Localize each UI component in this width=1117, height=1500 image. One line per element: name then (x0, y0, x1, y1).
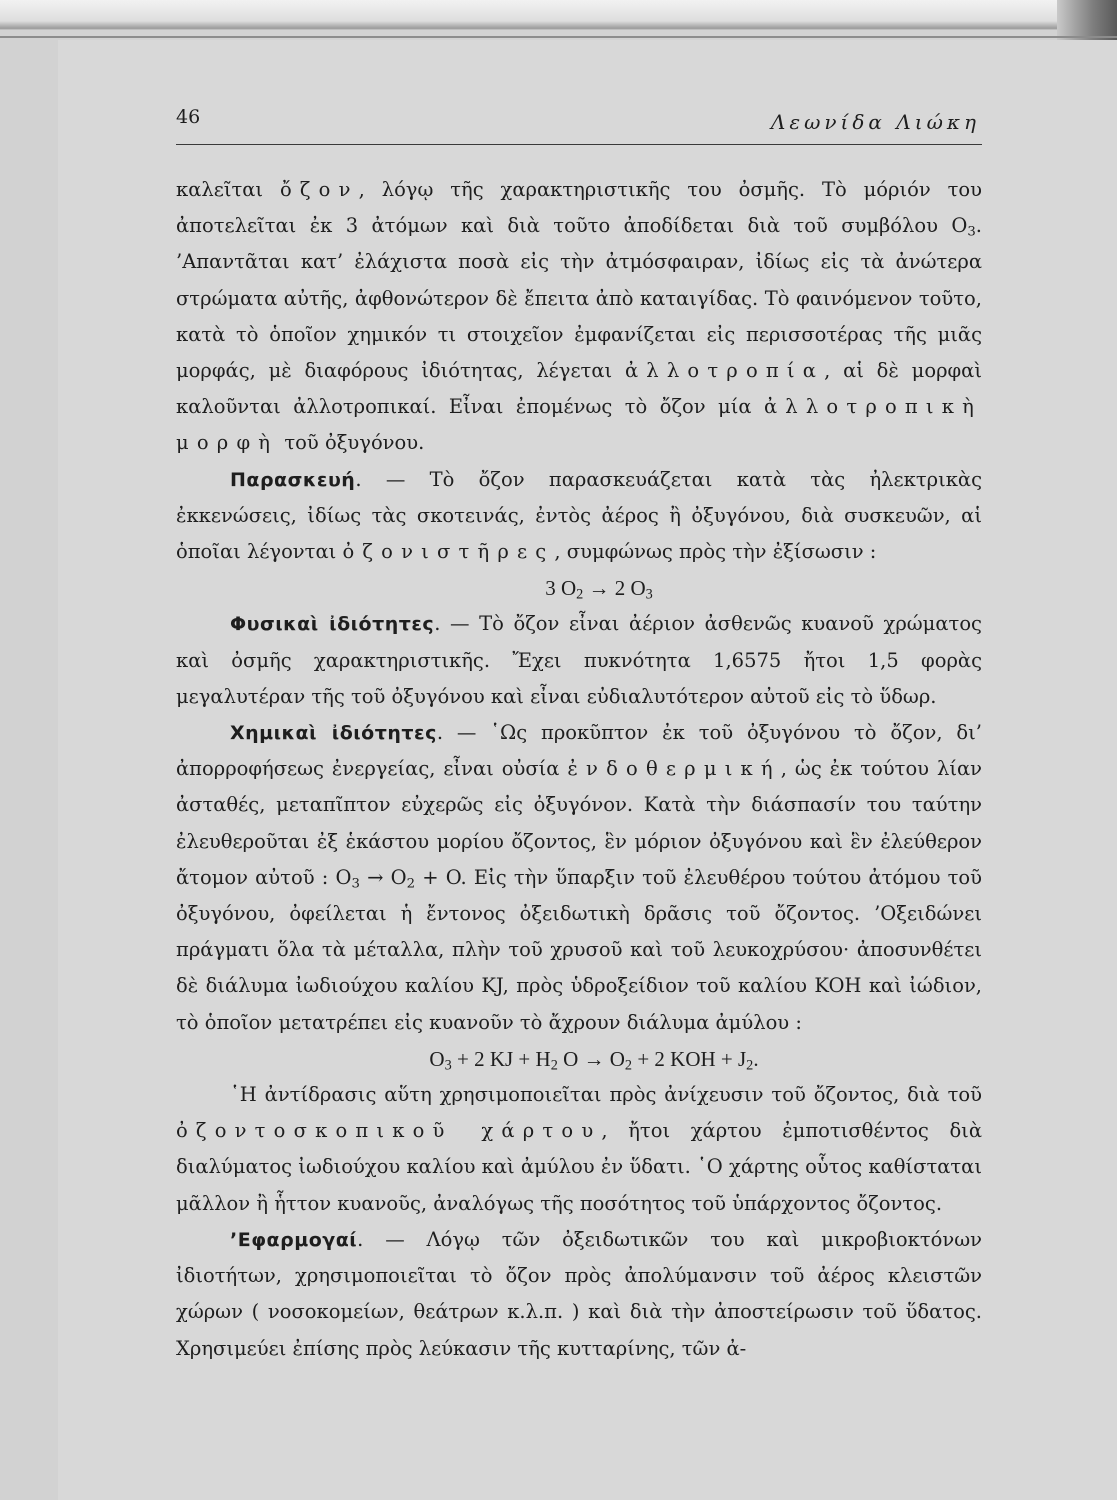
paragraph-chemical-properties: Χημικαὶ ἰδιότητες. — ῾Ως προκῦπτον ἐκ τοῦ ὀξυγόνου τὸ ὄζον, δι’ ἀπορροφήσεως ἐνεργείας, εἶναι οὐσία ἐνδοθερμική, ὡς ἐκ τούτου λίαν ἀσταθές, μεταπῖπτον εὐχερῶς εἰς ὀξυγόνον. Κατὰ τὴν διάσπασίν του ταύτην ἐλευθεροῦται ἐξ ἑκάστου μορίου ὄζοντος, ἓν μόριον ὀξυγόνου καὶ ἓν ἐλεύθερον ἄτομον αὐτοῦ : $O_3 \to O_2 + O$. Εἰς τὴν ὕπαρξιν τοῦ ἐλευθέρου τούτου ἀτόμου τοῦ ὀξυγόνου, ὀφείλεται ἡ ἔντονος ὀξειδωτικὴ δρᾶσις τοῦ ὄζοντος. ’Οξειδώνει πράγματι ὅλα τὰ μέταλλα, πλὴν τοῦ χρυσοῦ καὶ τοῦ λευκοχρύσου· ἀποσυνθέτει δὲ διάλυμα ἰωδιούχου καλίου KJ, πρὸς ὑδροξείδιον τοῦ καλίου KOH καὶ ἰώδιον, τὸ ὁποῖον μετατρέπει εἰς κυανοῦν τὸ ἄχρουν διάλυμα ἀμύλου : (176, 721, 982, 1034)
running-head: Λεωνίδα Λιώκη (770, 110, 980, 134)
scan-top-edge (0, 0, 1117, 30)
page-number: 46 (176, 106, 201, 128)
section-heading-preparation: Παρασκευή (230, 468, 356, 491)
paragraph-applications: ’Εφαρμογαί. — Λόγῳ τῶν ὀξειδωτικῶν του καὶ μικροβιοκτόνων ἰδιοτήτων, χρησιμοποιεῖται τὸ ὄζον πρὸς ἀπολύμανσιν τοῦ ἀέρος κλειστῶν χώρων ( νοσοκομείων, θεάτρων κ.λ.π. ) καὶ διὰ τὴν ἀποστείρωσιν τοῦ ὕδατος. Χρησιμεύει ἐπίσης πρὸς λεύκασιν τῆς κυτταρίνης, τῶν ἀ- (176, 1227, 982, 1360)
section-heading-applications: ’Εφαρμογαί (230, 1228, 358, 1251)
page-body (176, 172, 982, 1367)
page-header (176, 104, 982, 145)
paragraph-preparation: Παρασκευή. — Τὸ ὄζον παρασκευάζεται κατὰ τὰς ἠλεκτρικὰς ἐκκενώσεις, ἰδίως τὰς σκοτεινάς, ἐντὸς ἀέρος ἢ ὀξυγόνου, διὰ συσκευῶν, αἱ ὁποῖαι λέγονται ὀζονιστῆρες, συμφώνως πρὸς τὴν ἐξίσωσιν : (176, 467, 982, 564)
paragraph-detection: ῾Η ἀντίδρασις αὕτη χρησιμοποιεῖται πρὸς ἀνίχευσιν τοῦ ὄζοντος, διὰ τοῦ ὀζοντοσκοπικοῦ χάρτου, ἤτοι χάρτου ἐμποτισθέντος διὰ διαλύματος ἰωδιούχου καλίου καὶ ἀμύλου ἐν ὕδατι. ῾Ο χάρτης οὗτος καθίσταται μᾶλλον ἢ ἧττον κυανοῦς, ἀναλόγως τῆς ποσότητος τοῦ ὑπάρχοντος ὄζοντος. (176, 1083, 982, 1215)
section-heading-chemical: Χημικαὶ ἰδιότητες (230, 722, 437, 745)
section-heading-physical: Φυσικαὶ ἰδιότητες (230, 613, 435, 636)
equation-ozone-formation: 3 $O_2 \to 2$ $O_3$ (545, 576, 653, 603)
spaced-term: ἀλλοτροπία (624, 359, 825, 383)
spaced-term: ὀζονιστῆρες (342, 540, 555, 564)
scan-edge-line (0, 36, 1117, 38)
spaced-term: ἐνδοθερμική (567, 757, 781, 781)
spaced-term: ὄζον (279, 178, 359, 201)
equation-ozone-iodide: $O_3 + 2$ KJ + $H_2$ $O \to O_2 + 2$ KOH + $J_2$. (429, 1046, 759, 1074)
spaced-term: ἀλλοτροπικὴ μορφὴ (176, 395, 982, 455)
paragraph-physical-properties: Φυσικαὶ ἰδιότητες. — Τὸ ὄζον εἶναι ἀέριον ἀσθενῶς κυανοῦ χρώματος καὶ ὀσμῆς χαρακτηριστικῆς. Ἔχει πυκνότητα 1,6575 ἤτοι 1,5 φορὰς μεγαλυτέραν τῆς τοῦ ὀξυγόνου καὶ εἶναι εὐδιαλυτότερον αὐτοῦ εἰς τὸ ὕδωρ. (176, 612, 982, 708)
paragraph-intro: καλεῖται ὄζον, λόγῳ τῆς χαρακτηριστικῆς του ὀσμῆς. Τὸ μόριόν του ἀποτελεῖται ἐκ 3 ἀτόμων καὶ διὰ τοῦτο ἀποδίδεται διὰ τοῦ συμβόλου $O_3$. ’Απαντᾶται κατ’ ἐλάχιστα ποσὰ εἰς τὴν ἀτμόσφαιραν, ἰδίως εἰς τὰ ἀνώτερα στρώματα αὐτῆς, ἀφθονώτερον δὲ ἔπειτα ἀπὸ καταιγίδας. Τὸ φαινόμενον τοῦτο, κατὰ τὸ ὁποῖον χημικόν τι στοιχεῖον ἐμφανίζεται εἰς περισσοτέρας τῆς μιᾶς μορφάς, μὲ διαφόρους ἰδιότητας, λέγεται ἀλλοτροπία, αἱ δὲ μορφαὶ καλοῦνται ἀλλοτροπικαί. Εἶναι ἐπομένως τὸ ὄζον μία ἀλλοτροπικὴ μορφὴ τοῦ ὀξυγόνου. (176, 178, 982, 455)
spaced-term: ὀζοντοσκοπικοῦ χάρτου (176, 1119, 602, 1143)
scan-corner-shadow (1057, 0, 1117, 40)
